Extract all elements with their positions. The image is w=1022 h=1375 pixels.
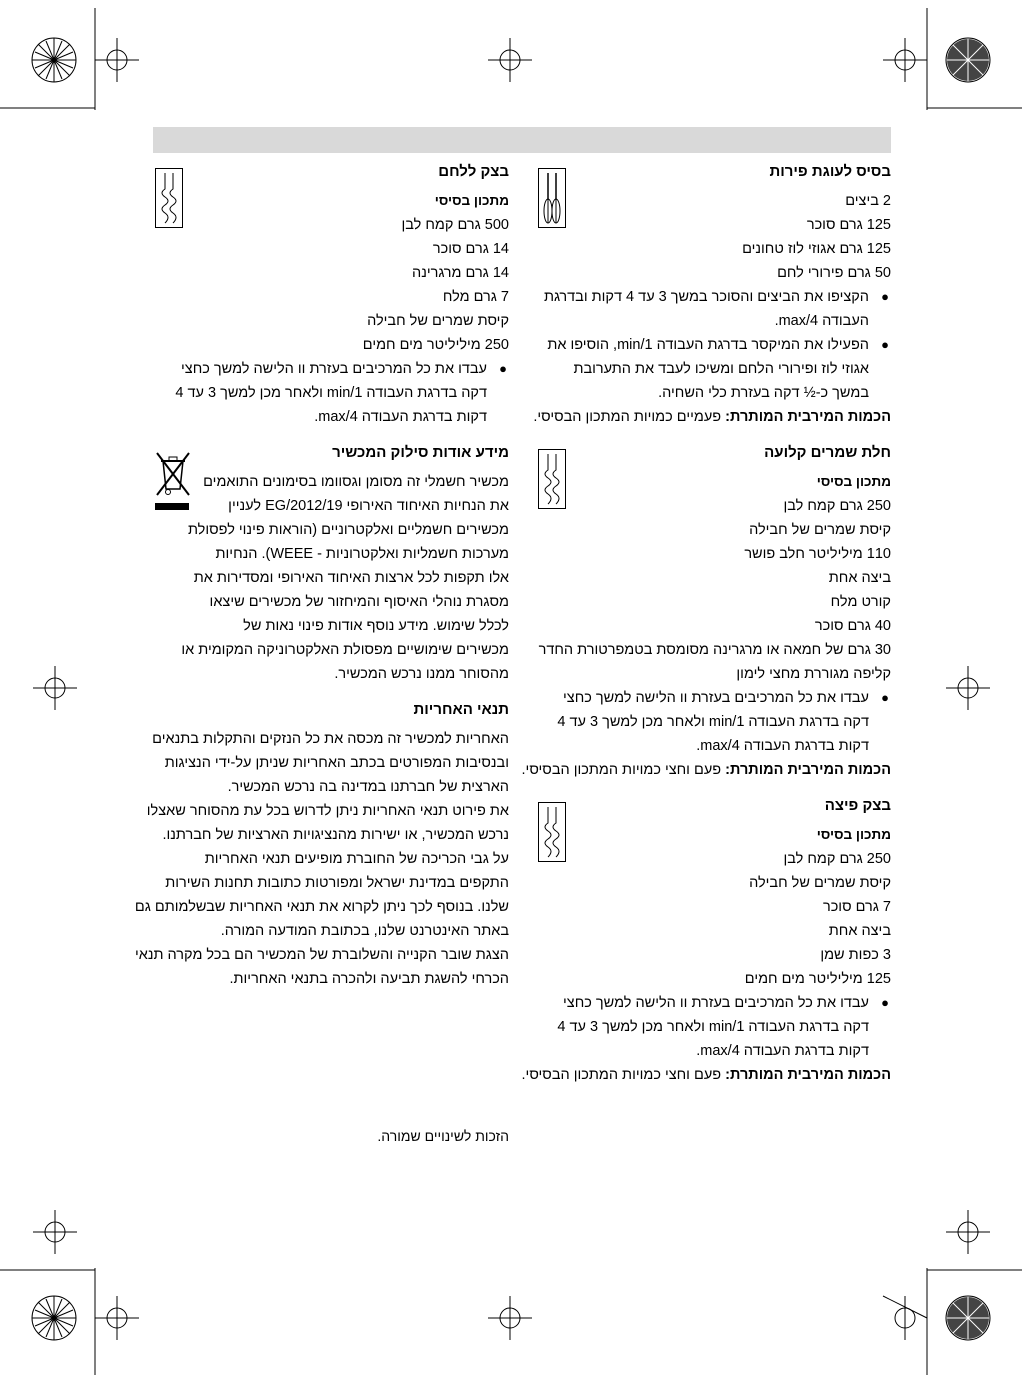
section-title: מידע אודות סילוק המכשיר bbox=[332, 444, 509, 461]
paragraph-line: האחריות למכשיר זה מכסה את כל הנזקים והתקלות בתנאים bbox=[152, 731, 509, 747]
left-column bbox=[134, 160, 509, 991]
ingredient-line: 30 גרם של חמאה או מרגרינה מסומסת בטמפרטורת החדר bbox=[538, 642, 891, 658]
ingredient-line: קליפה מגוררת מחצי לימון bbox=[736, 666, 891, 682]
max-quantity-note bbox=[521, 1063, 891, 1087]
warranty-terms bbox=[134, 698, 509, 991]
section-subtitle: מתכון בסיסי bbox=[816, 827, 891, 842]
ingredient-line: ביצה אחת bbox=[828, 923, 891, 939]
max-quantity-label: הכמות המירבית המותרת: bbox=[725, 1067, 891, 1083]
ingredient-line: 110 מיליליטר חלב פושר bbox=[744, 546, 891, 562]
section-title: בצק פיצה bbox=[824, 797, 891, 814]
section-title: בצק ללחם bbox=[438, 163, 509, 180]
paragraph-line: אלו תקפות לכל ארצות האיחוד האירופי ומסדירות את bbox=[193, 570, 509, 586]
instruction-bullet bbox=[538, 285, 891, 333]
ingredient-line: 14 גרם מרגרינה bbox=[412, 265, 509, 281]
paragraph-line: באתר האינטרנט שלנו, בכתובת המודעה המורה. bbox=[220, 923, 509, 939]
section-title: בסיס לעוגת פירות bbox=[769, 163, 891, 180]
ingredient-line: 7 גרם סוכר bbox=[822, 899, 891, 915]
bullet-line: עבדו את כל המרכיבים בעזרת וו הלישה למשך כחצי bbox=[563, 995, 869, 1011]
max-quantity-note bbox=[533, 405, 891, 429]
ingredient-line: 125 גרם סוכר bbox=[806, 217, 891, 233]
dough-hook-icon bbox=[538, 802, 566, 862]
right-column bbox=[521, 160, 891, 1087]
page-header-bar bbox=[153, 127, 891, 153]
paragraph-line: לכלל שימוש. מידע נוסף אודות פינוי נאות של bbox=[243, 618, 509, 634]
ingredient-line: 3 כפות שמן bbox=[820, 947, 891, 963]
ingredient-line: 7 גרם מלח bbox=[442, 289, 509, 305]
bullet-line: הקציפו את הביצים והסוכר במשך 3 עד 4 דקות ובדרגת bbox=[543, 289, 869, 305]
paragraph-line: הארצית של חברתנו במדינה בה נרכש המכשיר. bbox=[227, 779, 509, 795]
instruction-bullet bbox=[538, 991, 891, 1063]
bullet-icon: ● bbox=[881, 995, 889, 1010]
paragraph-line: הכרחי להשגת תביעה ולהכרה בתנאי האחריות. bbox=[229, 971, 509, 987]
max-quantity-text: פעם וחצי כמויות המתכון הבסיסי. bbox=[521, 1067, 726, 1083]
bullet-line: העבודה max/4. bbox=[774, 313, 869, 329]
max-quantity-label: הכמות המירבית המותרת: bbox=[725, 409, 891, 425]
ingredient-line: 500 גרם קמח לבן bbox=[401, 217, 509, 233]
ingredient-line: 2 ביצים bbox=[845, 193, 891, 209]
bullet-line: עבדו את כל המרכיבים בעזרת וו הלישה למשך כחצי bbox=[181, 361, 487, 377]
paragraph-line: שלנו. בנוסף לכך ניתן לקרוא את תנאי האחריות שבשלמותם גם bbox=[134, 899, 509, 915]
section-title: תנאי האחריות bbox=[413, 701, 509, 718]
ingredient-line: 14 גרם סוכר bbox=[432, 241, 509, 257]
bullet-line: הפעילו את המיקסר בדרגת העבודה min/1, הוסיפו את bbox=[547, 337, 869, 353]
recipe-bread-dough bbox=[155, 160, 509, 429]
recipe-pizza-dough bbox=[521, 794, 891, 1087]
instruction-bullet bbox=[538, 333, 891, 405]
section-title: חלת שמרים קלועה bbox=[764, 444, 891, 461]
max-quantity-label: הכמות המירבית המותרת: bbox=[725, 762, 891, 778]
section-subtitle: מתכון בסיסי bbox=[434, 193, 509, 208]
bullet-line: דקות בדרגת העבודה max/4. bbox=[314, 409, 487, 425]
paragraph-line: מערכות חשמליות ואלקטרוניות - WEEE). הנחיות bbox=[215, 546, 509, 562]
ingredient-line: 125 גרם אגוזי לוז טחונים bbox=[742, 241, 891, 257]
recipe-fruit-cake bbox=[533, 160, 891, 429]
bullet-line: דקות בדרגת העבודה max/4. bbox=[696, 1043, 869, 1059]
instruction-bullet bbox=[538, 686, 891, 758]
disposal-info bbox=[155, 441, 509, 686]
dough-hook-icon bbox=[538, 449, 566, 509]
whisk-attachment-icon bbox=[538, 168, 566, 228]
bullet-line: דקה בדרגת העבודה min/1 ולאחר מכן למשך 3 עד 4 bbox=[175, 385, 487, 401]
bullet-line: עבדו את כל המרכיבים בעזרת וו הלישה למשך כחצי bbox=[563, 690, 869, 706]
bullet-line: דקה בדרגת העבודה min/1 ולאחר מכן למשך 3 עד 4 bbox=[557, 714, 869, 730]
ingredient-line: 250 גרם קמח לבן bbox=[783, 851, 891, 867]
instruction-bullet bbox=[155, 357, 509, 429]
paragraph-line: הצגת שובר הקנייה והשלוברת של המכשיר הם בכל מקרה תנאי bbox=[134, 947, 509, 963]
max-quantity-text: פעמיים כמויות המתכון הבסיסי. bbox=[533, 409, 726, 425]
paragraph-line: מכשירים חשמליים ואלקטרוניים (הוראות פינוי לפסולת bbox=[187, 522, 509, 538]
bullet-line: דקות בדרגת העבודה max/4. bbox=[696, 738, 869, 754]
max-quantity-note bbox=[521, 758, 891, 782]
ingredient-line: קיסת שמרים של חבילה bbox=[749, 522, 891, 538]
ingredient-line: קורט מלח bbox=[830, 594, 891, 610]
footer-note: הזכות לשינויים שמורה. bbox=[377, 1128, 509, 1144]
paragraph-line: מכשיר חשמלי זה מסומן וגסוומו בסימונים התואמים bbox=[203, 474, 509, 490]
ingredient-line: קיסת שמרים של חבילה bbox=[367, 313, 509, 329]
bullet-icon: ● bbox=[499, 361, 507, 376]
paragraph-line: נרכש המכשיר, או ישירות מהנציגויות הארציות של חברתנו. bbox=[162, 827, 509, 843]
bullet-icon: ● bbox=[881, 289, 889, 304]
ingredient-line: 250 גרם קמח לבן bbox=[783, 498, 891, 514]
bullet-line: דקה בדרגת העבודה min/1 ולאחר מכן למשך 3 עד 4 bbox=[557, 1019, 869, 1035]
paragraph-line: מכשירים שימושיים מפסולת האלקטרוניקה המקומית או bbox=[181, 642, 509, 658]
max-quantity-text: פעם וחצי כמויות המתכון הבסיסי. bbox=[521, 762, 726, 778]
ingredient-line: קיסת שמרים של חבילה bbox=[749, 875, 891, 891]
bullet-icon: ● bbox=[881, 690, 889, 705]
disposal-text bbox=[155, 470, 509, 686]
paragraph-line: ובנסיבות המפורטים בכתב האחריות שניתן על-ידי הנציגות bbox=[164, 755, 509, 771]
bullet-line: במשך כ-½ דקה בעזרת כלי השחיה. bbox=[658, 385, 869, 401]
section-subtitle: מתכון בסיסי bbox=[816, 474, 891, 489]
ingredient-line: 250 מיליליטר מים חמים bbox=[362, 337, 509, 353]
ingredient-line: 125 מיליליטר מים חמים bbox=[744, 971, 891, 987]
dough-hook-icon bbox=[155, 168, 183, 228]
ingredient-line: 50 גרם פירורי לחם bbox=[777, 265, 891, 281]
ingredient-line: ביצה אחת bbox=[828, 570, 891, 586]
paragraph-line: את פירוט תנאי האחריות ניתן לדרוש בכל עת מהסוחר שאצלו bbox=[146, 803, 509, 819]
bullet-icon: ● bbox=[881, 337, 889, 352]
ingredient-line: 40 גרם סוכר bbox=[814, 618, 891, 634]
recipe-challah bbox=[521, 441, 891, 782]
weee-crossed-bin-icon bbox=[153, 449, 193, 511]
bullet-line: אגוזי לוז ופירורי הלחם ומשיכו לעבד את התערובת bbox=[573, 361, 869, 377]
paragraph-line: מהסוחר ממנו נרכש המכשיר. bbox=[334, 666, 509, 682]
paragraph-line: התקפים במדינת ישראל ומפורטות כתובות תחנות השירות bbox=[165, 875, 509, 891]
paragraph-line: על גבי הכריכה של החוברת מופיעים תנאי האחריות bbox=[204, 851, 509, 867]
paragraph-line: מסגרת נוהלי האיסוף והמיחזור של מכשירים שיצאו bbox=[209, 594, 509, 610]
paragraph-line: את הנחיות האיחוד האירופי 2012/19/EG לעניין bbox=[228, 498, 509, 514]
